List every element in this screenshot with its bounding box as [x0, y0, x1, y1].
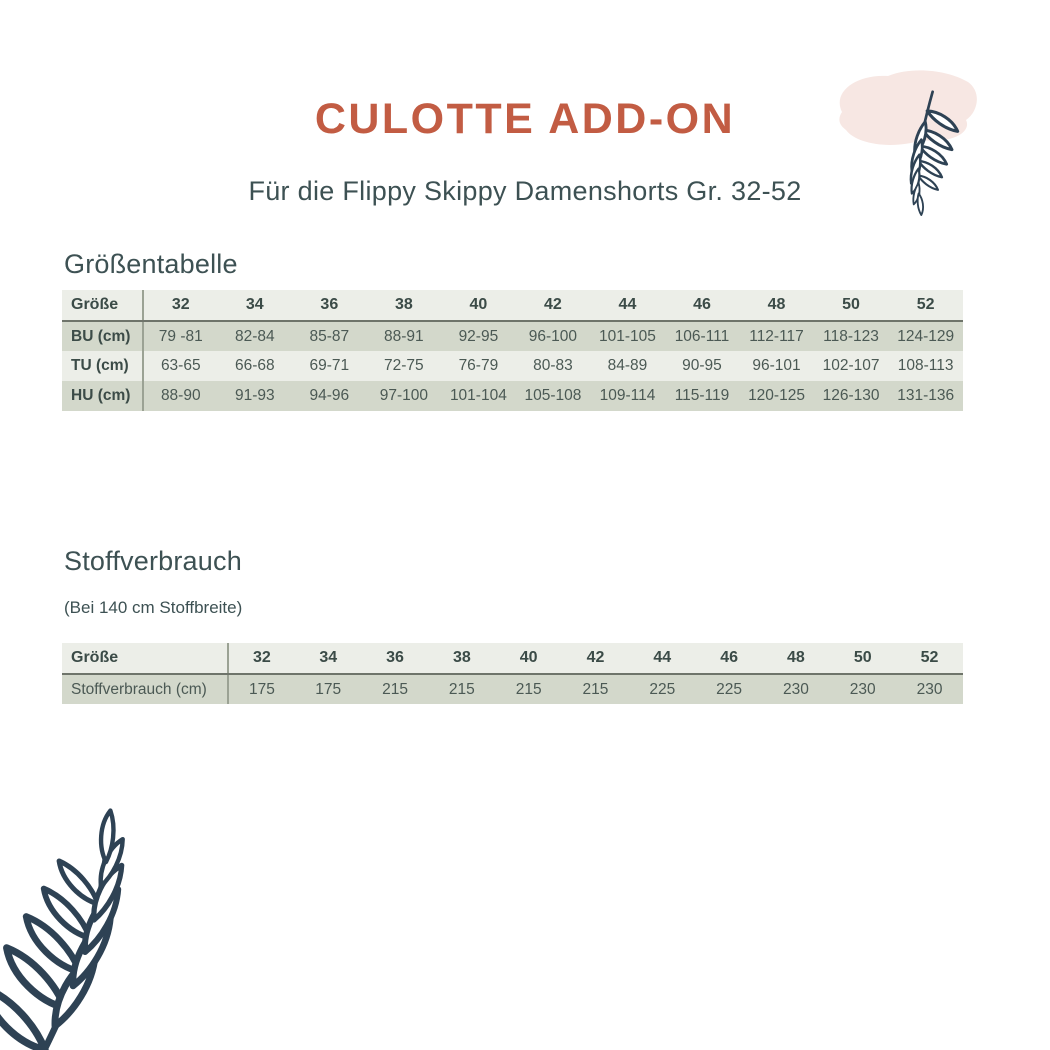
- size-column-header: 44: [629, 643, 696, 674]
- size-column-header: 42: [562, 643, 629, 674]
- table-cell: 112-117: [739, 321, 814, 351]
- table-row: [62, 674, 963, 704]
- row-label: TU (cm): [62, 351, 143, 381]
- row-label: BU (cm): [62, 321, 143, 351]
- size-column-header: 48: [763, 643, 830, 674]
- fabric-consumption-table: [62, 643, 963, 704]
- table-cell: 215: [362, 674, 429, 704]
- table-cell: 66-68: [218, 351, 293, 381]
- table-header-row: [62, 290, 963, 321]
- table-cell: 131-136: [888, 381, 963, 411]
- size-column-header: 34: [295, 643, 362, 674]
- table-cell: 72-75: [367, 351, 442, 381]
- table-cell: 96-100: [516, 321, 591, 351]
- table-cell: 108-113: [888, 351, 963, 381]
- table-cell: 91-93: [218, 381, 293, 411]
- size-column-header: 38: [367, 290, 442, 321]
- size-column-header: 44: [590, 290, 665, 321]
- size-column-header: 36: [362, 643, 429, 674]
- row-label: HU (cm): [62, 381, 143, 411]
- size-column-header: 40: [441, 290, 516, 321]
- page-title: CULOTTE ADD-ON: [314, 95, 736, 143]
- table-corner-label: Größe: [62, 643, 228, 674]
- table-cell: 175: [295, 674, 362, 704]
- table-cell: 230: [763, 674, 830, 704]
- size-column-header: 36: [292, 290, 367, 321]
- size-table: [62, 290, 963, 411]
- page-subtitle: Für die Flippy Skippy Damenshorts Gr. 32-52: [248, 176, 802, 206]
- table-cell: 88-91: [367, 321, 442, 351]
- table-cell: 63-65: [143, 351, 218, 381]
- table-cell: 124-129: [888, 321, 963, 351]
- table-cell: 215: [562, 674, 629, 704]
- table-cell: 215: [428, 674, 495, 704]
- fabric-table-heading: Stoffverbrauch: [64, 546, 242, 576]
- table-row: [62, 381, 963, 411]
- size-column-header: 52: [888, 290, 963, 321]
- size-column-header: 38: [428, 643, 495, 674]
- table-cell: 80-83: [516, 351, 591, 381]
- table-cell: 109-114: [590, 381, 665, 411]
- table-cell: 76-79: [441, 351, 516, 381]
- table-cell: 225: [696, 674, 763, 704]
- table-cell: 96-101: [739, 351, 814, 381]
- table-cell: 84-89: [590, 351, 665, 381]
- size-column-header: 52: [896, 643, 963, 674]
- size-column-header: 42: [516, 290, 591, 321]
- table-cell: 118-123: [814, 321, 889, 351]
- size-column-header: 34: [218, 290, 293, 321]
- table-cell: 102-107: [814, 351, 889, 381]
- table-cell: 82-84: [218, 321, 293, 351]
- table-cell: 90-95: [665, 351, 740, 381]
- size-column-header: 46: [696, 643, 763, 674]
- table-corner-label: Größe: [62, 290, 143, 321]
- table-cell: 97-100: [367, 381, 442, 411]
- table-cell: 175: [228, 674, 295, 704]
- table-cell: 126-130: [814, 381, 889, 411]
- table-cell: 105-108: [516, 381, 591, 411]
- table-cell: 106-111: [665, 321, 740, 351]
- leaf-branch-icon: [0, 810, 130, 1050]
- table-cell: 88-90: [143, 381, 218, 411]
- size-column-header: 40: [495, 643, 562, 674]
- table-row: [62, 321, 963, 351]
- size-column-header: 32: [143, 290, 218, 321]
- table-cell: 69-71: [292, 351, 367, 381]
- table-cell: 225: [629, 674, 696, 704]
- size-table-heading: Größentabelle: [64, 249, 238, 279]
- size-column-header: 46: [665, 290, 740, 321]
- table-cell: 230: [829, 674, 896, 704]
- size-column-header: 48: [739, 290, 814, 321]
- table-cell: 101-104: [441, 381, 516, 411]
- fabric-width-note: (Bei 140 cm Stoffbreite): [64, 598, 243, 617]
- row-label: Stoffverbrauch (cm): [62, 674, 228, 704]
- table-cell: 230: [896, 674, 963, 704]
- table-cell: 94-96: [292, 381, 367, 411]
- size-column-header: 50: [814, 290, 889, 321]
- table-header-row: [62, 643, 963, 674]
- table-row: [62, 351, 963, 381]
- table-cell: 85-87: [292, 321, 367, 351]
- table-cell: 92-95: [441, 321, 516, 351]
- table-cell: 120-125: [739, 381, 814, 411]
- table-cell: 101-105: [590, 321, 665, 351]
- size-column-header: 32: [228, 643, 295, 674]
- table-cell: 79 -81: [143, 321, 218, 351]
- table-cell: 215: [495, 674, 562, 704]
- table-cell: 115-119: [665, 381, 740, 411]
- size-column-header: 50: [829, 643, 896, 674]
